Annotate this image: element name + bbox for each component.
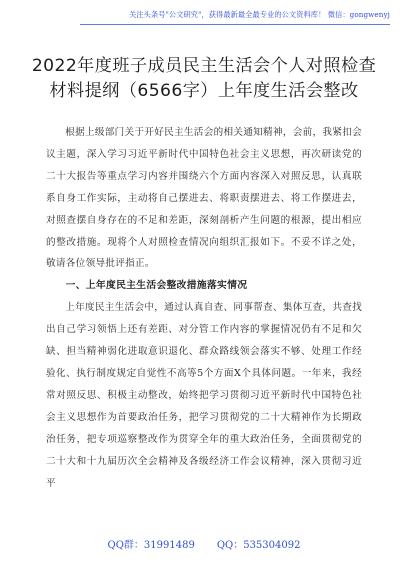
footer-qq: QQ：535304092 bbox=[216, 540, 301, 551]
document-title: 2022年度班子成员民主生活会个人对照检查材料提纲（6566字）上年度生活会整改 bbox=[31, 56, 377, 101]
header-banner: 关注头条号"公文研究"，获得最新最全最专业的公文资料库！ 微信：gongwenyj bbox=[80, 10, 390, 25]
footer-contact bbox=[46, 536, 362, 551]
section-paragraph: 上年度民主生活会中，通过认真自查、同事帮查、集体互查，共查找出自己学习领悟上还有差距、对分管工作内容的掌握情况仍有不足和欠缺、担当精神弱化进取意识退化、群众路线领会落实不够、处理工作经验化、执行制度规定自觉性不高等5个方面X个具体问题。一年来，我经常对照反思、积极主动整改，始终把学习贯彻习近平新时代中国特色社会主义思想作为首要政治任务，把学习贯彻党的二十大精神作为长期政治任务，把专项巡察整改作为贯穿全年的重大政治任务，全面贯彻党的二十大和十九届历次全会精神及各级经济工作会议精神，深入贯彻习近平 bbox=[46, 302, 362, 489]
footer-qq-group: QQ群：31991489 bbox=[107, 540, 195, 551]
document-body bbox=[46, 122, 362, 494]
section-heading: 一、上年度民主生活会整改措施落实情况 bbox=[65, 280, 248, 292]
intro-paragraph: 根据上级部门关于开好民主生活会的相关通知精神，会前，我紧扣会议主题，深入学习习近平新时代中国特色社会主义思想，再次研读党的二十大报告等重点学习内容并围绕六个方面内容深入对照反思，认真联系自身工作实际，主动将自己摆进去、将职责摆进去、将工作摆进去，对照查摆自身存在的不足和差距，深刻剖析产生问题的根源，提出相应的整改措施。现将个人对照检查情况向组织汇报如下。不妥不详之处，敬请各位领导批评指正。 bbox=[46, 127, 362, 270]
